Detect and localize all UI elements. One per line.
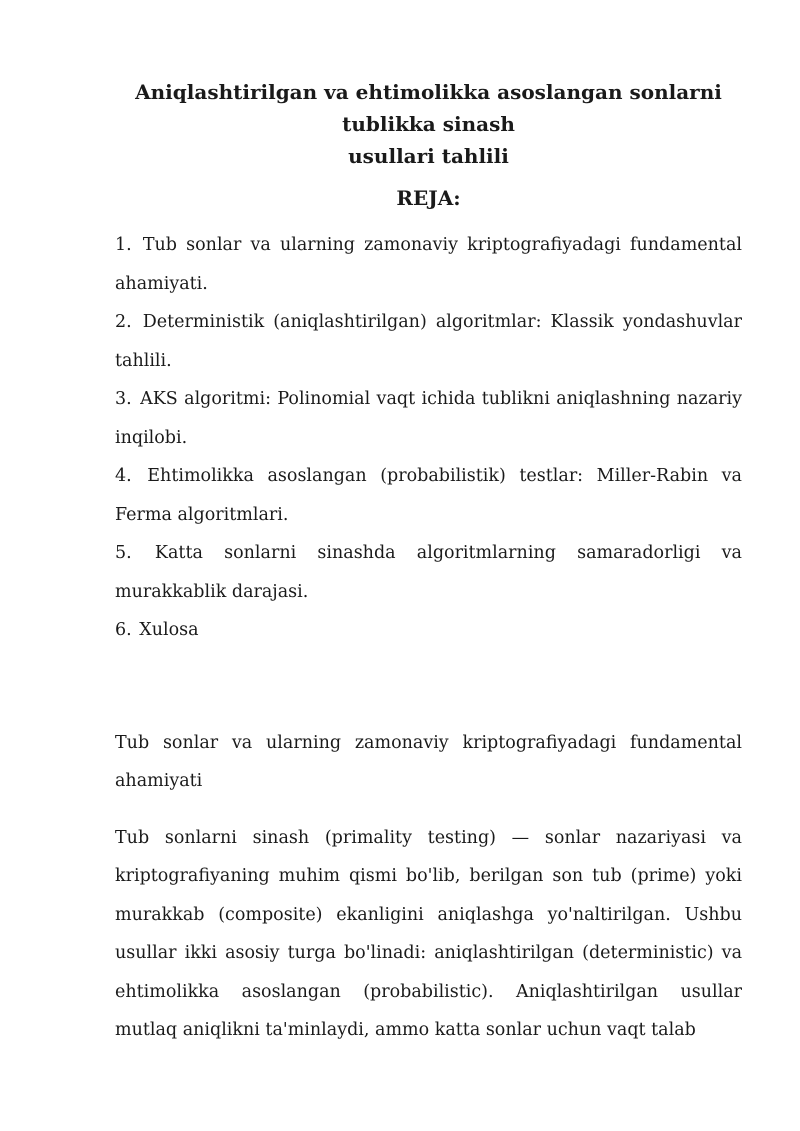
- plan-item-number: 6.: [115, 620, 132, 640]
- title-line: usullari tahlili: [348, 144, 509, 168]
- plan-item: [115, 380, 742, 457]
- section-heading: Tub sonlar va ularning zamonaviy kriptografiyadagi fundamental ahamiyati: [115, 732, 742, 791]
- plan-item: [115, 534, 742, 611]
- plan-item: [115, 303, 742, 380]
- plan-item-text: Tub sonlar va ularning zamonaviy kriptografiyadagi fundamental ahamiyati.: [115, 235, 742, 294]
- plan-item: [115, 457, 742, 534]
- title-line: Aniqlashtirilgan va ehtimolikka asoslangan sonlarni: [135, 80, 722, 104]
- plan-item-text: AKS algoritmi: Polinomial vaqt ichida tublikni aniqlashning nazariy inqilobi.: [115, 389, 742, 448]
- plan-list: [115, 226, 742, 650]
- plan-item-text: Xulosa: [139, 620, 199, 640]
- plan-item-text: Deterministik (aniqlashtirilgan) algoritmlar: Klassik yondashuvlar tahlili.: [115, 312, 742, 371]
- document-page: [115, 76, 742, 1050]
- plan-item-number: 5.: [115, 543, 132, 563]
- plan-item-number: 3.: [115, 389, 132, 409]
- title-line: tublikka sinash: [342, 112, 515, 136]
- plan-item-number: 1.: [115, 235, 132, 255]
- plan-item: [115, 611, 742, 650]
- plan-item-number: 2.: [115, 312, 132, 332]
- plan-item-text: Katta sonlarni sinashda algoritmlarning samaradorligi va murakkablik darajasi.: [115, 543, 742, 602]
- plan-item-text: Ehtimolikka asoslangan (probabilistik) testlar: Miller-Rabin va Ferma algoritmlari.: [115, 466, 742, 525]
- plan-item-number: 4.: [115, 466, 132, 486]
- plan-heading: REJA:: [396, 186, 461, 210]
- plan-item: [115, 226, 742, 303]
- body-paragraph: Tub sonlarni sinash (primality testing) — sonlar nazariyasi va kriptografiyaning muhim qismi bo'lib, berilgan son tub (prime) yoki murakkab (composite) ekanligini aniqlashga yo'naltirilgan. Ushbu usullar ikki asosiy turga bo'linadi: aniqlashtirilgan (deterministic) va ehtimolikka asoslangan (probabilistic). Aniqlashtirilgan usullar mutlaq aniqlikni ta'minlaydi, ammo katta sonlar uchun vaqt talab: [115, 827, 742, 1040]
- document-title: [115, 76, 742, 172]
